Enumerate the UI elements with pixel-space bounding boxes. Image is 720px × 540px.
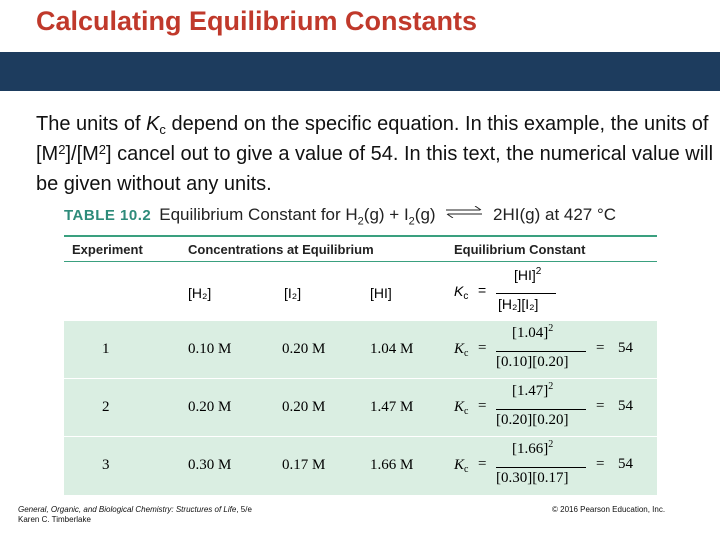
fraction-bar [496,467,586,468]
cell-hi: 1.47 M [370,399,414,415]
kc-result: 54 [618,456,633,472]
body-text-3: ]/[M [65,143,99,165]
k-sub: c [464,464,469,475]
denominator: [0.10][0.20] [496,354,569,370]
equals-sign: = [596,398,605,414]
kc-result: 54 [618,398,633,414]
title-bar [0,52,720,91]
expr-numerator [514,267,541,283]
kc-result: 54 [618,340,633,356]
kc-calculation [448,439,648,489]
k-sub: c [464,348,469,359]
caption-sub-2: 2 [408,215,415,228]
body-text-4: ] cancel out to give a value of 54. In this text, the numerical value will be given without any units. [36,143,714,195]
numerator-exp: 2 [548,323,554,334]
exponent-2: 2 [98,142,107,157]
kc-label [454,283,469,302]
footer-edition: , 5/e [236,505,252,514]
table-row [64,437,657,495]
caption-sub-1: 2 [357,215,364,228]
footer-citation [18,505,378,525]
equals-sign: = [478,282,487,298]
k-label-sub: c [463,291,469,302]
kc-label [454,341,468,358]
subheader-hi: [HI] [370,285,392,301]
table-subheader-row [64,263,657,321]
footer-author: Karen C. Timberlake [18,515,91,524]
table-header-rule [64,261,657,262]
cell-i2: 0.20 M [282,341,326,357]
cell-h2: 0.30 M [188,457,232,473]
kc-calculation [448,381,648,431]
denominator: [0.20][0.20] [496,412,569,428]
table-label: TABLE 10.2 [64,207,152,224]
kc-symbol [146,113,159,135]
caption-post: 2HI(g) at 427 °C [493,205,617,224]
fraction-bar [496,351,586,352]
denominator: [0.30][0.17] [496,470,569,486]
table-row [64,321,657,379]
numerator-text: [HI] [514,267,536,283]
cell-h2: 0.20 M [188,399,232,415]
kc-label [454,457,468,474]
cell-hi: 1.66 M [370,457,414,473]
numerator-text: [1.66] [512,441,549,457]
cell-hi: 1.04 M [370,341,414,357]
footer-copyright: © 2016 Pearson Education, Inc. [552,505,666,514]
kc-label [454,399,468,416]
numerator-text: [1.04] [512,325,549,341]
caption-pre: Equilibrium Constant for H [159,205,358,224]
equals-sign: = [596,340,605,356]
cell-h2: 0.10 M [188,341,232,357]
k-letter: K [454,341,465,357]
numerator-exp: 2 [548,439,554,450]
numerator [512,441,553,458]
table-top-rule [64,235,657,237]
fraction-bar [496,293,556,294]
header-experiment: Experiment [72,242,143,257]
cell-i2: 0.17 M [282,457,326,473]
slide-title: Calculating Equilibrium Constants [36,6,478,36]
cell-experiment: 1 [102,341,110,357]
equals-sign: = [478,398,487,414]
equals-sign: = [478,340,487,356]
body-paragraph [36,110,716,198]
table-row [64,379,657,437]
kc-subscript: c [159,122,166,137]
body-text-2: depend on the specific equation. In this example, the units of [M [36,113,709,165]
k-sub: c [464,406,469,417]
subheader-i2: [I₂] [284,285,302,301]
k-letter: K [146,113,160,135]
table-header-row [64,239,657,263]
cell-experiment: 3 [102,457,110,473]
subheader-h2: [H₂] [188,285,212,301]
numerator [512,383,553,400]
header-concentrations: Concentrations at Equilibrium [188,242,374,257]
header-constant: Equilibrium Constant [454,242,586,257]
fraction-bar [496,409,586,410]
k-letter: K [454,457,465,473]
caption-mid-2: (g) [414,205,436,224]
cell-i2: 0.20 M [282,399,326,415]
body-text-1: The units of [36,113,147,135]
equals-sign: = [478,456,487,472]
equilibrium-arrow-icon [444,206,484,218]
kc-calculation [448,323,648,373]
equals-sign: = [596,456,605,472]
numerator-exp: 2 [548,381,554,392]
exponent-1: 2 [58,142,66,157]
numerator-text: [1.47] [512,383,549,399]
k-letter: K [454,399,465,415]
expr-denominator: [H₂][I₂] [498,296,539,312]
general-expression [448,266,648,315]
footer-book-title: General, Organic, and Biological Chemistry: Structures of Life [18,505,237,514]
k-label-letter: K [454,283,464,299]
cell-experiment: 2 [102,399,110,415]
table-caption [64,205,664,231]
numerator-exp: 2 [535,266,542,277]
numerator [512,325,553,342]
caption-mid-1: (g) + I [363,205,409,224]
